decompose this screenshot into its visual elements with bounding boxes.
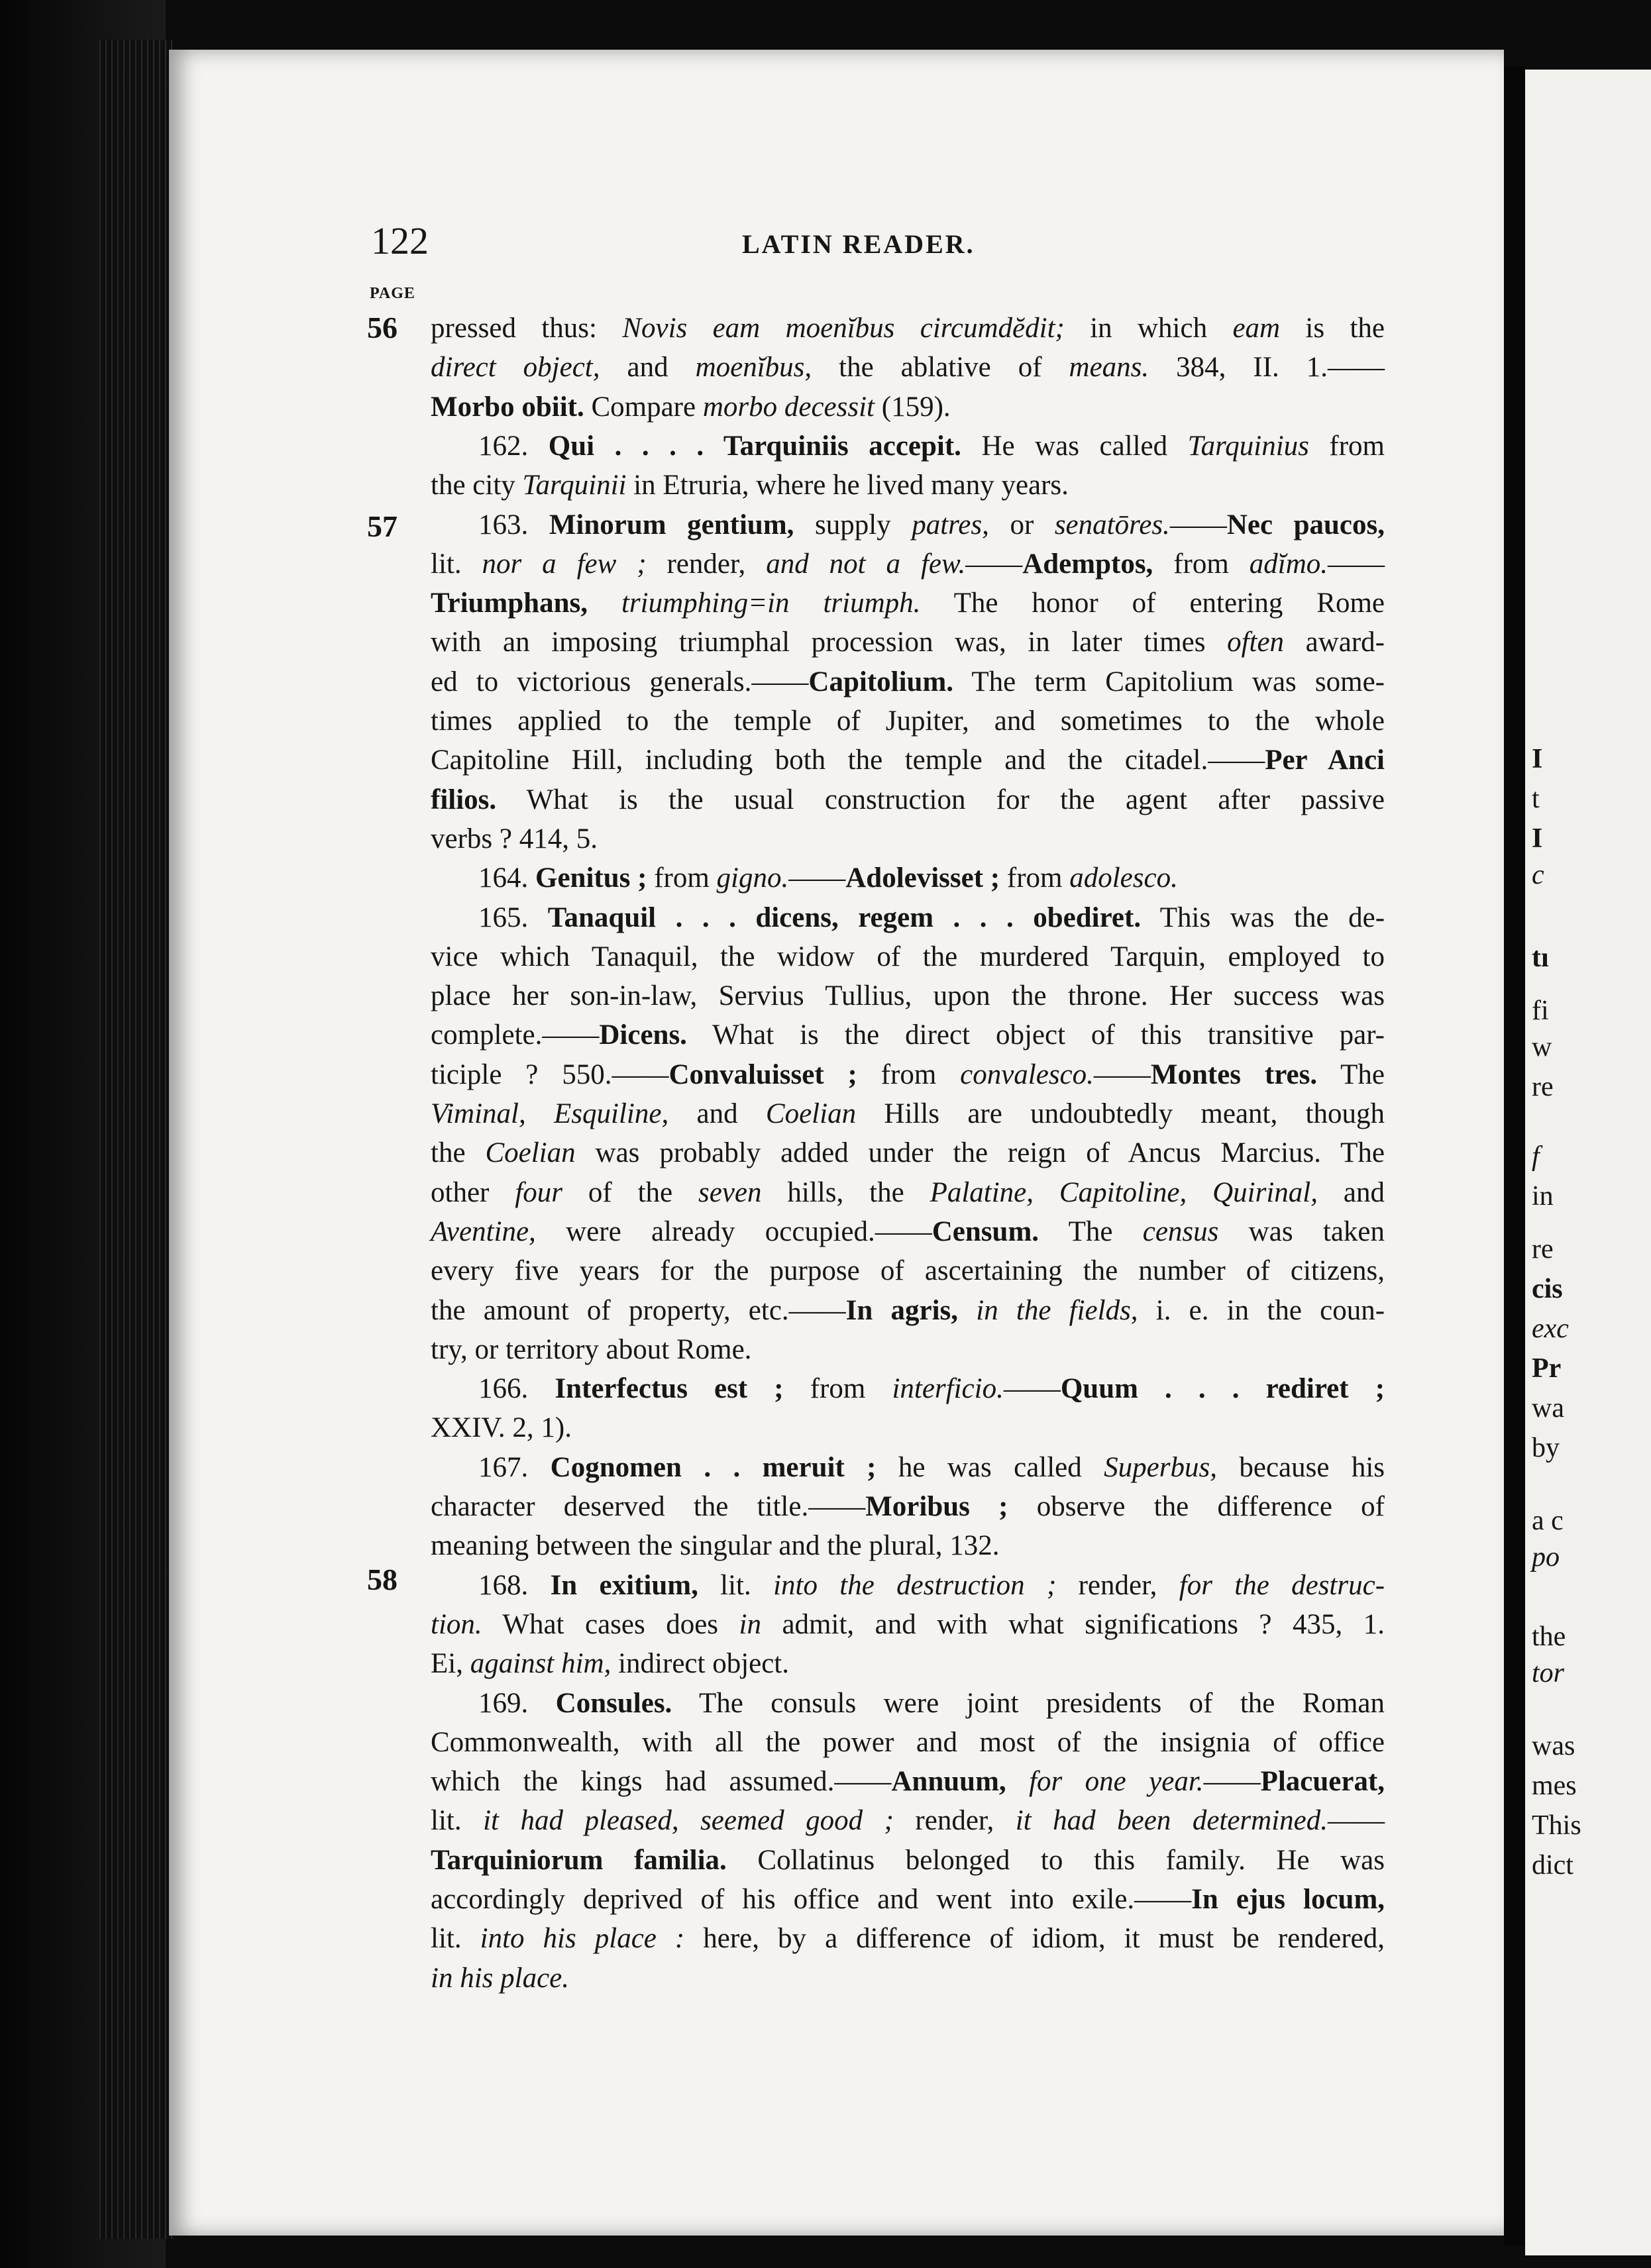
text-run: The term Capitolium was some- [953,666,1385,697]
bold-term: Minorum gentium, [549,509,794,541]
italic-text: often [1227,627,1285,658]
text-run: with an imposing triumphal procession was, in later times [431,627,1228,658]
text-line [431,900,1385,937]
text-line [431,1017,1385,1054]
text-run: —— [1003,1373,1061,1404]
italic-text: Tarquinii [522,470,627,501]
text-run: in Etruria, where he lived many years. [626,470,1069,501]
italic-text: Palatine, Capitoline, Quirinal, [930,1177,1318,1208]
bold-term: Morbo obiit. [431,391,584,423]
facing-page-fragment: was [1532,1731,1575,1761]
italic-text: gigno. [716,862,789,894]
text-line [431,1253,1385,1290]
page-column-label: PAGE [370,285,415,302]
text-line [431,389,1385,426]
italic-text: nor a few ; [482,548,647,580]
text-run: render, [893,1805,1016,1836]
bold-term: Genitus ; [535,862,647,894]
text-run [958,1295,976,1326]
italic-text: for the destruc- [1179,1570,1385,1601]
facing-page-fragment: re [1532,1072,1554,1102]
text-run: and [1318,1177,1385,1208]
text-run: the amount of property, etc.—— [431,1295,846,1326]
text-run: 162. [478,431,549,462]
text-run: try, or territory about Rome. [431,1334,752,1365]
bold-term: In agris, [845,1295,959,1326]
facing-page-fragment: t [1532,784,1540,814]
text-line [431,624,1385,661]
text-line [431,507,1385,544]
text-run: ed to victorious generals.—— [431,666,809,697]
text-run: (159). [875,391,951,423]
text-run: complete.—— [431,1019,600,1051]
text-run: vice which Tanaquil, the widow of the murdered Tarquin, employed to [431,941,1385,972]
bold-term: Placuerat, [1260,1766,1385,1797]
facing-page-fragment: f [1532,1141,1540,1172]
italic-text: direct object, [431,352,600,383]
italic-text: morbo decessit [702,391,875,423]
italic-text: moenĭbus, [695,352,812,383]
italic-text: four [515,1177,562,1208]
text-line [431,1960,1385,1997]
bold-term: Dicens. [599,1019,687,1051]
text-run: —— [965,548,1023,580]
bold-term: Cognomen . . meruit ; [550,1452,877,1483]
text-line [431,1057,1385,1094]
italic-text: in the fields, [976,1295,1138,1326]
italic-text: Tarquinius [1187,431,1309,462]
text-run: Compare [584,391,703,423]
italic-text: in [739,1609,761,1640]
text-line [431,1606,1385,1643]
text-line [431,546,1385,583]
facing-page-fragment: re [1532,1234,1554,1264]
text-run: admit, and with what significations ? 435, 1. [761,1609,1385,1640]
text-run: of the [562,1177,699,1208]
text-line [431,1920,1385,1957]
facing-page-fragment: wa [1532,1393,1564,1423]
text-line [431,703,1385,740]
margin-page-ref: 56 [367,311,398,344]
text-line [431,1881,1385,1918]
text-line [431,1802,1385,1839]
italic-text: interficio. [892,1373,1004,1404]
facing-page-fragment: in [1532,1181,1554,1211]
text-run: from [647,862,717,894]
italic-text: Coelian [765,1098,857,1129]
italic-text: it had been determined. [1015,1805,1328,1836]
text-line [431,1292,1385,1329]
text-run: he was called [876,1452,1104,1483]
text-run: He was called [961,431,1188,462]
facing-page [1525,70,1651,2255]
text-line [431,349,1385,386]
text-run: Hills are undoubtedly meant, though [856,1098,1385,1129]
text-run [588,588,621,619]
bold-term: In ejus locum, [1191,1884,1385,1915]
facing-page-fragment: I [1532,823,1543,854]
text-run: 163. [478,509,549,541]
page-edges [99,40,172,2239]
running-head: LATIN READER. [742,229,975,259]
text-line [431,664,1385,701]
facing-page-fragment: po [1532,1542,1560,1572]
text-run: render, [1056,1570,1179,1601]
text-run [1006,1766,1029,1797]
bold-term: Quum . . . rediret ; [1060,1373,1385,1404]
facing-page-fragment: tı [1532,943,1549,973]
text-run: 169. [478,1688,556,1719]
facing-page-fragment: This [1532,1810,1581,1841]
facing-page-fragment: Pr [1532,1353,1562,1384]
margin-page-ref: 58 [367,1563,398,1596]
bold-term: Interfectus est ; [555,1373,784,1404]
italic-text: adolesco. [1069,862,1178,894]
text-run: render, [646,548,767,580]
text-run: lit. [431,1805,484,1836]
bold-term: In exitium, [550,1570,698,1601]
text-run: The honor of entering Rome [920,588,1385,619]
text-run: other [431,1177,515,1208]
text-run: verbs ? 414, 5. [431,823,598,854]
text-run: —— [1328,548,1385,580]
text-run: 166. [478,1373,555,1404]
text-run: Commonwealth, with all the power and most of the insignia of office [431,1727,1385,1758]
bold-term: Triumphans, [431,588,588,619]
text-run: lit. [698,1570,774,1601]
text-run: observe the difference of [1008,1491,1385,1522]
text-line [431,310,1385,347]
text-line [431,428,1385,465]
italic-text: Coelian [485,1137,576,1168]
text-run: Ei, [431,1648,470,1679]
text-run: or [988,509,1055,541]
bold-term: Consules. [555,1688,672,1719]
text-line [431,782,1385,819]
bold-term: Annuum, [891,1766,1006,1797]
text-line [431,1174,1385,1211]
facing-page-fragment: exc [1532,1314,1569,1344]
facing-page-fragment: w [1532,1032,1552,1062]
text-line [431,1567,1385,1604]
text-line [431,1410,1385,1447]
italic-text: patres, [912,509,989,541]
text-run: the ablative of [812,352,1069,383]
italic-text: means. [1069,352,1149,383]
italic-text: in his place. [431,1963,569,1994]
text-run: supply [794,509,912,541]
text-run: from [857,1059,961,1090]
text-run: indirect object. [611,1648,790,1679]
text-line [431,1763,1385,1800]
text-line [431,467,1385,504]
text-line [431,1213,1385,1251]
text-run: from [783,1373,892,1404]
bold-term: filios. [431,784,497,815]
bold-term: Per Anci [1265,745,1385,776]
text-run: the [431,1137,486,1168]
text-line [431,821,1385,858]
text-line [431,1449,1385,1486]
text-run: Collatinus belonged to this family. He was [726,1845,1385,1876]
text-run: was taken [1218,1216,1385,1247]
text-line [431,1135,1385,1172]
text-run: —— [788,862,846,894]
text-run: because his [1216,1452,1385,1483]
text-run: were already occupied.—— [535,1216,932,1247]
text-run: here, by a difference of idiom, it must be rendered, [684,1923,1385,1954]
italic-text: senatōres. [1054,509,1170,541]
text-line [431,1527,1385,1565]
text-run: from [1000,862,1070,894]
italic-text: adĭmo. [1249,548,1328,580]
facing-page-fragment: tor [1532,1658,1565,1688]
text-run: 165. [478,902,548,933]
facing-page-fragment: I [1532,744,1543,774]
bold-term: Tanaquil . . . dicens, regem . . . obediret. [547,902,1142,933]
italic-text: Aventine, [431,1216,536,1247]
bold-term: Tarquiniorum familia. [431,1845,727,1876]
text-run: 384, II. 1.—— [1149,352,1385,383]
page-number: 122 [371,219,429,262]
text-run: ticiple ? 550.—— [431,1059,669,1090]
text-run: and [668,1098,766,1129]
italic-text: for one year. [1029,1766,1204,1797]
text-run: times applied to the temple of Jupiter, and sometimes to the whole [431,705,1385,737]
italic-text: triumphing=in triumph. [621,588,921,619]
italic-text: into his place : [480,1923,685,1954]
text-run: which the kings had assumed.—— [431,1766,892,1797]
text-line [431,978,1385,1015]
text-run: 164. [478,862,535,894]
text-run: The [1039,1216,1143,1247]
text-run: i. e. in the coun- [1138,1295,1385,1326]
italic-text: into the destruction ; [773,1570,1057,1601]
text-run: meaning between the singular and the plural, 132. [431,1530,1000,1561]
bold-term: Moribus ; [865,1491,1008,1522]
text-run: —— [1203,1766,1261,1797]
italic-text: against him, [470,1648,612,1679]
text-run: What cases does [482,1609,739,1640]
text-run: from [1308,431,1385,462]
facing-page-fragment: dict [1532,1850,1573,1881]
text-run: was probably added under the reign of Ancus Marcius. The [575,1137,1385,1168]
bold-term: Adolevisset ; [845,862,1000,894]
text-line [431,1685,1385,1722]
text-line [431,1370,1385,1408]
text-run: the city [431,470,523,501]
bold-term: Censum. [932,1216,1039,1247]
margin-page-ref: 57 [367,509,398,543]
text-line [431,1724,1385,1761]
facing-page-fragment: a c [1532,1506,1564,1536]
book-gutter [1504,66,1525,2245]
italic-text: Viminal, Esquiline, [431,1098,669,1129]
text-run: lit. [431,1923,480,1954]
italic-text: Superbus, [1104,1452,1217,1483]
text-run: in which [1064,313,1233,344]
text-run: and [600,352,696,383]
text-run: What is the usual construction for the agent after passive [496,784,1385,815]
text-run: XXIV. 2, 1). [431,1412,572,1443]
italic-text: convalesco. [960,1059,1094,1090]
text-run: The [1317,1059,1385,1090]
text-run: This was the de- [1141,902,1385,933]
text-run: place her son-in-law, Servius Tullius, upon the throne. Her success was [431,980,1385,1011]
text-run: 167. [478,1452,551,1483]
text-run: 168. [478,1570,551,1601]
text-line [431,742,1385,779]
text-run: What is the direct object of this transitive par- [686,1019,1385,1051]
bold-term: Qui . . . . Tarquiniis accepit. [548,431,961,462]
text-line [431,1842,1385,1879]
bold-term: Nec paucos, [1226,509,1385,541]
text-run: is the [1280,313,1385,344]
text-run: character deserved the title.—— [431,1491,866,1522]
text-line [431,939,1385,976]
text-run: accordingly deprived of his office and went into exile.—— [431,1884,1192,1915]
text-line [431,1645,1385,1682]
text-run: —— [1093,1059,1151,1090]
text-line [431,1488,1385,1525]
text-run: hills, the [761,1177,930,1208]
italic-text: and not a few. [766,548,966,580]
facing-page-fragment: fi [1532,996,1549,1026]
text-run: every five years for the purpose of ascertaining the number of citizens, [431,1255,1385,1286]
text-run: lit. [431,548,482,580]
text-run: from [1153,548,1250,580]
facing-page-fragment: c [1532,860,1544,890]
italic-text: tion. [431,1609,482,1640]
text-line [431,860,1385,897]
text-run: pressed thus: [431,313,623,344]
facing-page-fragment: mes [1532,1771,1577,1801]
bold-term: Ademptos, [1022,548,1153,580]
italic-text: it had pleased, seemed good ; [483,1805,894,1836]
text-run: —— [1328,1805,1385,1836]
italic-text: Novis eam moenĭbus circumdĕdit; [622,313,1065,344]
facing-page-fragment: cis [1532,1274,1563,1304]
text-run: The consuls were joint presidents of the Roman [672,1688,1385,1719]
text-line [431,1096,1385,1133]
italic-text: seven [698,1177,762,1208]
bold-term: Capitolium. [808,666,954,697]
facing-page-fragment: by [1532,1433,1560,1463]
facing-page-fragment: the [1532,1622,1566,1652]
text-line [431,585,1385,622]
italic-text: census [1142,1216,1219,1247]
text-run: —— [1169,509,1227,541]
bold-term: Convaluisset ; [668,1059,857,1090]
text-line [431,1331,1385,1368]
text-run: Capitoline Hill, including both the temple and the citadel.—— [431,745,1265,776]
bold-term: Montes tres. [1150,1059,1318,1090]
text-run: award- [1284,627,1385,658]
italic-text: eam [1232,313,1281,344]
